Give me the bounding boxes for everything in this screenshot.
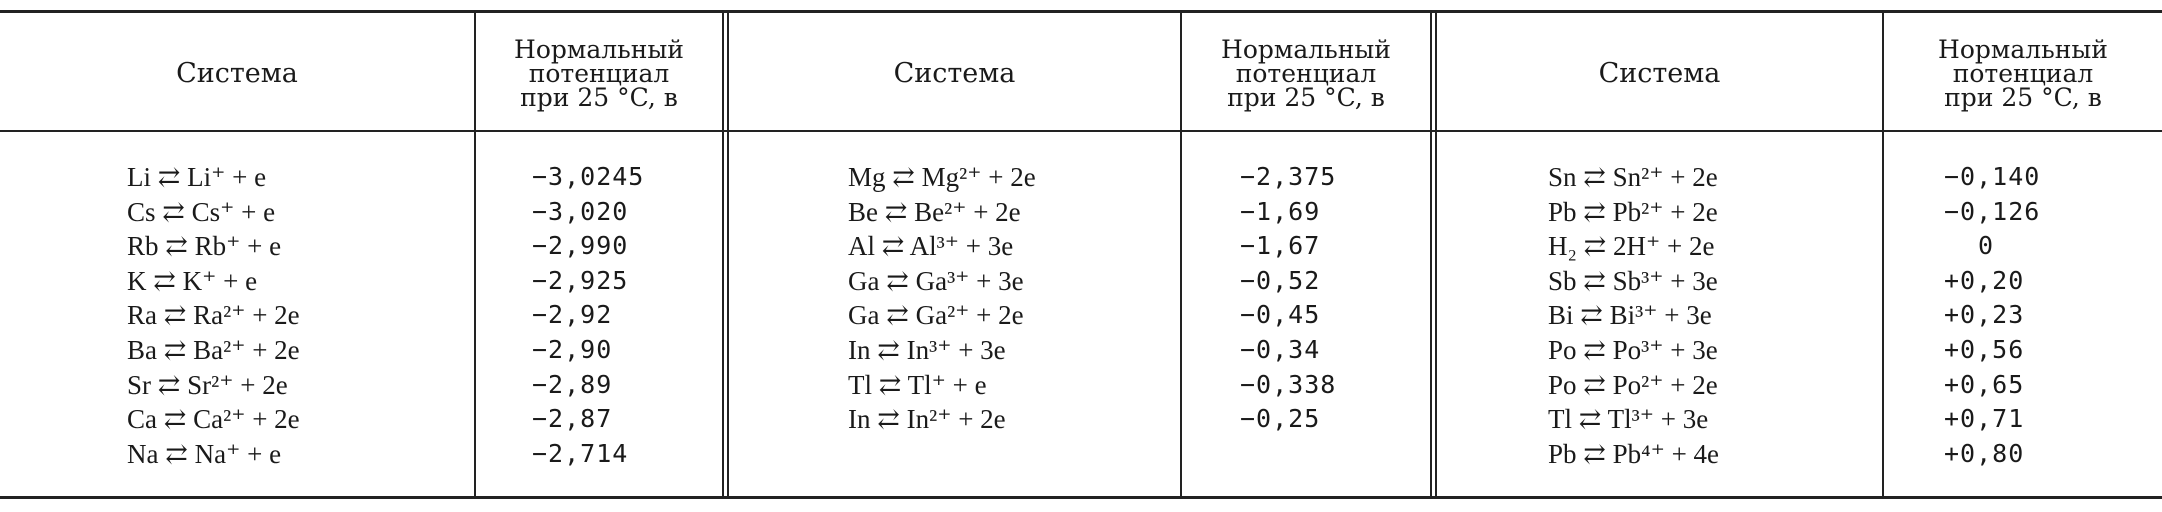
system-cell: Ra ⇄ Ra²⁺ + 2e (127, 300, 300, 331)
potential-cell: 0 (1978, 231, 1995, 261)
potential-cell: −2,89 (532, 369, 613, 399)
system-cell: Pb ⇄ Pb²⁺ + 2e (1548, 196, 1718, 227)
header-potential-line: потенциал (528, 59, 670, 88)
potential-cell: +0,71 (1944, 404, 2025, 434)
header-potential-line: потенциал (1952, 59, 2094, 88)
system-cell: In ⇄ In³⁺ + 3e (848, 334, 1006, 365)
system-cell: Po ⇄ Po³⁺ + 3e (1548, 334, 1718, 365)
system-cell: Li ⇄ Li⁺ + e (127, 162, 267, 192)
potential-cell: −2,990 (532, 231, 629, 261)
system-cell: Ga ⇄ Ga³⁺ + 3e (848, 265, 1024, 296)
potential-column-2 (1240, 160, 1420, 437)
header-potential-1 (476, 28, 722, 120)
potential-cell: −2,87 (532, 404, 613, 434)
bottom-rule (0, 496, 2162, 499)
system-column-2 (848, 160, 1168, 437)
system-cell: Al ⇄ Al³⁺ + 3e (848, 231, 1014, 262)
potential-cell: +0,65 (1944, 369, 2025, 399)
potential-cell: −1,69 (1240, 196, 1321, 226)
potential-cell: −0,140 (1944, 162, 2041, 191)
potential-cell: +0,23 (1944, 300, 2025, 330)
potential-cell: −2,714 (532, 438, 629, 468)
potential-cell: −2,92 (532, 300, 613, 330)
potential-cell: −0,25 (1240, 404, 1321, 434)
potential-cell: −0,52 (1240, 265, 1321, 295)
system-cell: Na ⇄ Na⁺ + e (127, 438, 282, 469)
system-cell: Tl ⇄ Tl³⁺ + 3e (1548, 404, 1709, 435)
potential-cell: −0,126 (1944, 196, 2041, 226)
header-system-2 (729, 28, 1180, 120)
header-rule (0, 130, 2162, 132)
header-potential-line: Нормальный (1938, 35, 2108, 64)
header-potential-line: при 25 °C, в (520, 83, 678, 112)
system-cell: Be ⇄ Be²⁺ + 2e (848, 196, 1021, 227)
header-system-label: Система (1598, 58, 1721, 89)
potential-cell: +0,20 (1944, 265, 2025, 295)
system-cell: Mg ⇄ Mg²⁺ + 2e (848, 162, 1036, 192)
header-potential-line: Нормальный (1221, 35, 1391, 64)
header-potential-3 (1884, 28, 2162, 120)
system-cell: Bi ⇄ Bi³⁺ + 3e (1548, 300, 1712, 331)
system-cell: K ⇄ K⁺ + e (127, 265, 258, 296)
system-cell: Ba ⇄ Ba²⁺ + 2e (127, 334, 300, 365)
divider-group1-group2-a (722, 12, 724, 496)
potential-cell: −2,925 (532, 265, 629, 295)
potential-cell: −2,375 (1240, 162, 1337, 191)
potential-cell: −1,67 (1240, 231, 1321, 261)
header-system-3 (1437, 28, 1882, 120)
header-potential-2 (1182, 28, 1430, 120)
system-cell: Sb ⇄ Sb³⁺ + 3e (1548, 265, 1718, 296)
system-cell: Sn ⇄ Sn²⁺ + 2e (1548, 162, 1718, 192)
system-cell: Po ⇄ Po²⁺ + 2e (1548, 369, 1718, 400)
system-cell: H₂ ⇄ 2H⁺ + 2e (1548, 231, 1715, 262)
system-cell: Pb ⇄ Pb⁴⁺ + 4e (1548, 438, 1720, 469)
potential-column-3 (1944, 160, 2144, 471)
system-cell: Rb ⇄ Rb⁺ + e (127, 231, 282, 262)
system-column-1 (127, 160, 457, 471)
system-cell: In ⇄ In²⁺ + 2e (848, 404, 1006, 435)
header-system-label: Система (176, 58, 298, 89)
header-potential-line: при 25 °C, в (1944, 83, 2102, 112)
potential-cell: −0,34 (1240, 334, 1321, 364)
potential-cell: −3,020 (532, 196, 629, 226)
divider-group2-group3-a (1430, 12, 1432, 496)
potential-cell: +0,80 (1944, 438, 2025, 468)
system-cell: Sr ⇄ Sr²⁺ + 2e (127, 369, 288, 400)
top-rule (0, 10, 2162, 13)
potential-cell: −2,90 (532, 334, 613, 364)
system-cell: Cs ⇄ Cs⁺ + e (127, 196, 276, 227)
potential-cell: +0,56 (1944, 334, 2025, 364)
potential-cell: −0,338 (1240, 369, 1337, 399)
system-cell: Tl ⇄ Tl⁺ + e (848, 369, 987, 400)
system-cell: Ga ⇄ Ga²⁺ + 2e (848, 300, 1024, 331)
header-potential-line: при 25 °C, в (1227, 83, 1385, 112)
system-cell: Ca ⇄ Ca²⁺ + 2e (127, 404, 300, 435)
header-potential-line: потенциал (1235, 59, 1377, 88)
potential-cell: −0,45 (1240, 300, 1321, 330)
header-system-1 (0, 28, 474, 120)
potential-cell: −3,0245 (532, 162, 645, 191)
header-system-label: Система (893, 58, 1016, 89)
potential-column-1 (532, 160, 712, 471)
header-potential-line: Нормальный (514, 35, 684, 64)
system-column-3 (1548, 160, 1868, 471)
